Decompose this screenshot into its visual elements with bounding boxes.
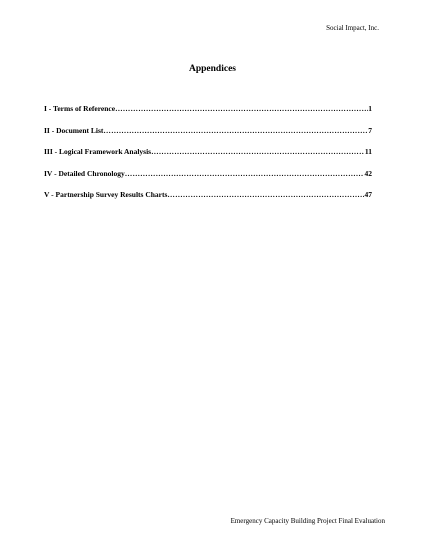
toc-entry-label: II - Document List	[44, 125, 104, 135]
appendix-list	[44, 104, 372, 212]
toc-entry-label: III - Logical Framework Analysis	[44, 147, 152, 156]
toc-entry-page-number: 7	[368, 125, 372, 135]
running-header: Social Impact, Inc.	[326, 24, 379, 32]
toc-entry-label: V - Partnership Survey Results Charts	[44, 190, 168, 199]
toc-entry-label: I - Terms of Reference	[44, 104, 116, 113]
toc-entry-logical-framework	[44, 147, 372, 157]
toc-entry-document-list	[44, 126, 372, 136]
dot-leader	[151, 147, 364, 157]
toc-entry-survey-charts	[44, 190, 372, 200]
dot-leader	[125, 169, 364, 179]
toc-entry-detailed-chronology	[44, 169, 372, 179]
running-footer: Emergency Capacity Building Project Final Evaluation	[230, 517, 385, 525]
dot-leader	[103, 126, 367, 136]
dot-leader	[167, 190, 364, 200]
dot-leader	[115, 104, 368, 114]
toc-entry-page-number: 11	[364, 147, 372, 156]
toc-entry-page-number: 1	[368, 104, 372, 113]
toc-entry-page-number: 42	[364, 168, 372, 178]
page-title: Appendices	[189, 64, 236, 74]
toc-entry-page-number: 47	[364, 190, 372, 199]
toc-entry-terms-of-reference	[44, 104, 372, 114]
toc-entry-label: IV - Detailed Chronology	[44, 168, 125, 178]
